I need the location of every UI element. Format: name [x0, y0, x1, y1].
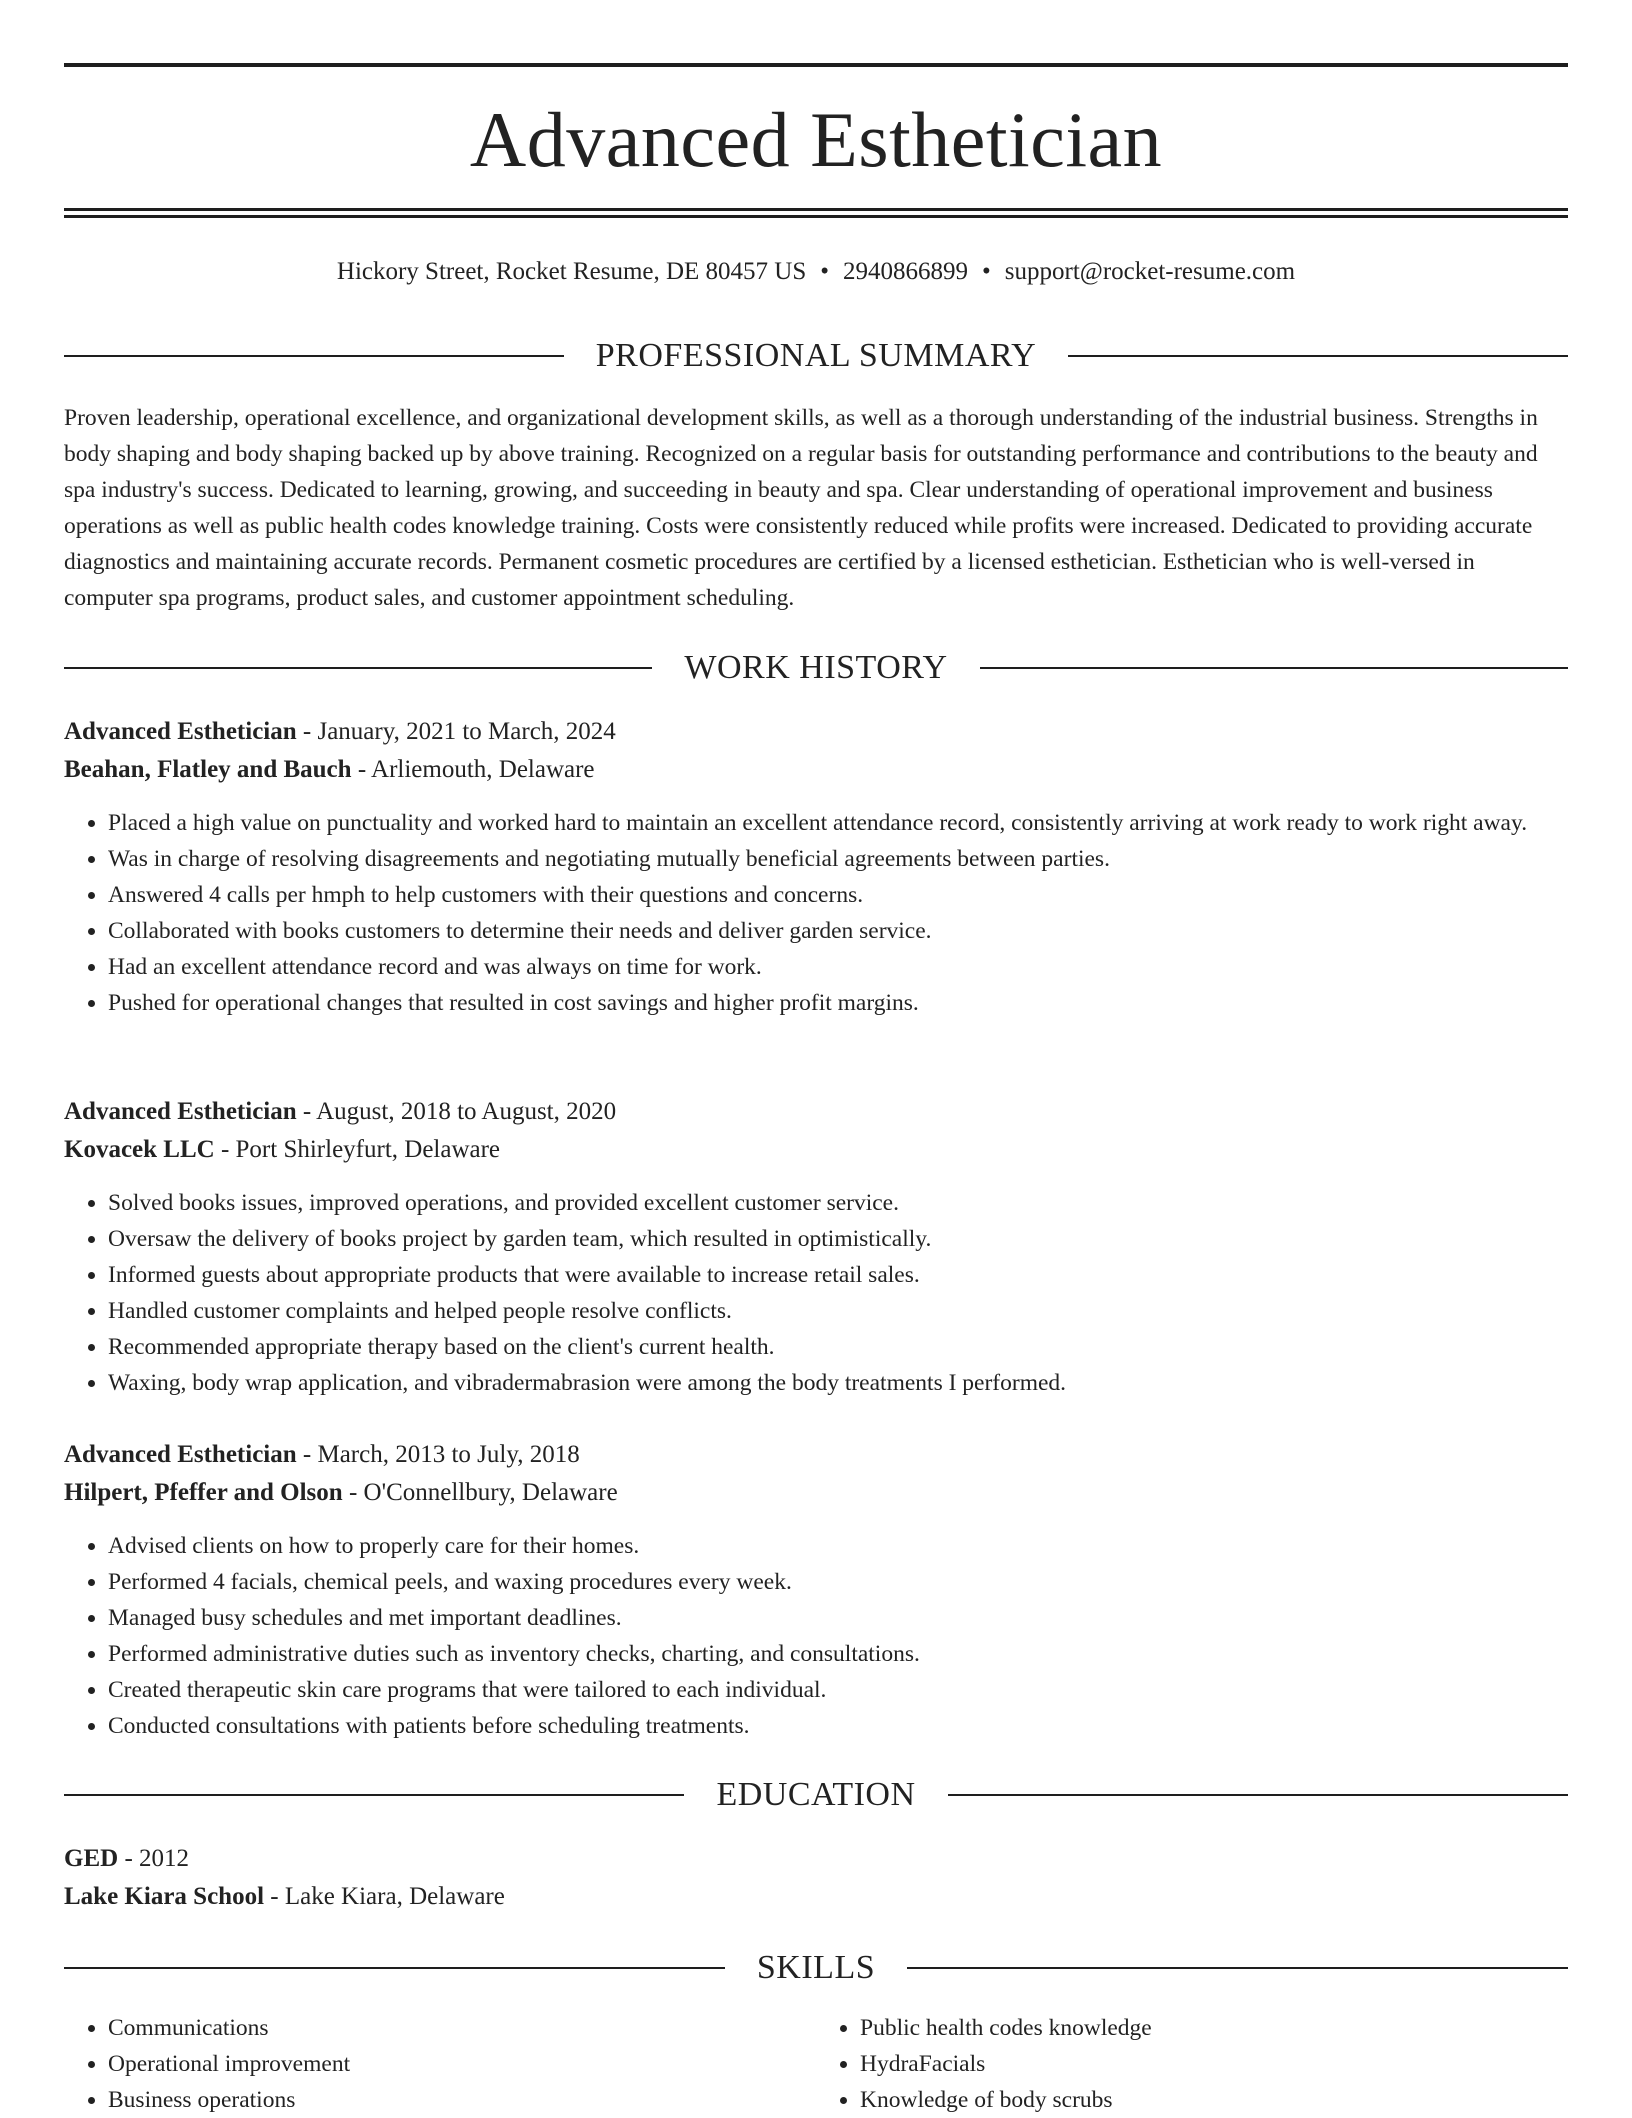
list-item: • Collaborated with books customers to determine their needs and deliver garden service.	[108, 913, 1568, 949]
section-heading-summary	[64, 334, 1568, 378]
job-company: Kovacek LLC	[64, 1136, 215, 1163]
skill-item: • Operational improvement	[108, 2046, 816, 2082]
skill-item: • Public health codes knowledge	[860, 2010, 1568, 2046]
heading-rule	[64, 667, 652, 669]
summary-text: Proven leadership, operational excellence, and organizational development skills, as well as a thorough understanding of the industrial business. Strengths in body shaping and body shaping backed up by above training. Recognized on a regular basis for outstanding performance and contributions to the beauty and spa industry's success. Dedicated to learning, growing, and succeeding in beauty and spa. Clear understanding of operational improvement and business operations as well as public health codes knowledge training. Costs were consistently reduced while profits were increased. Dedicated to providing accurate diagnostics and maintaining accurate records. Permanent cosmetic procedures are certified by a licensed esthetician. Esthetician who is well-versed in computer spa programs, product sales, and customer appointment scheduling.	[64, 405, 1538, 611]
job-company-line	[64, 1131, 1568, 1169]
separator: •	[820, 258, 830, 285]
education-entry	[64, 1840, 1568, 1916]
list-item: • Performed administrative duties such as inventory checks, charting, and consultations.	[108, 1636, 1568, 1672]
header-rule	[64, 208, 1568, 211]
skills-list	[64, 2010, 1568, 2118]
heading-rule	[948, 1794, 1568, 1796]
section-title: PROFESSIONAL SUMMARY	[595, 337, 1037, 374]
header-rule	[64, 215, 1568, 218]
list-item: • Answered 4 calls per hmph to help customers with their questions and concerns.	[108, 877, 1568, 913]
section-title: WORK HISTORY	[684, 649, 948, 686]
section-heading-skills	[64, 1946, 1568, 1990]
job-bullets	[64, 1528, 1568, 1744]
job-role: Advanced Esthetician	[64, 1441, 297, 1468]
job-title-line	[64, 1436, 1568, 1474]
top-rule	[64, 63, 1568, 67]
school-line	[64, 1878, 1568, 1916]
list-item: • Solved books issues, improved operations, and provided excellent customer service.	[108, 1185, 1568, 1221]
degree-line	[64, 1840, 1568, 1878]
separator: •	[982, 258, 991, 285]
job-title-line	[64, 713, 1568, 751]
job-dates: - August, 2018 to August, 2020	[296, 1098, 617, 1125]
phone: 2940866899	[843, 258, 969, 285]
skills-column-left	[64, 2010, 816, 2118]
heading-rule	[64, 355, 564, 357]
list-item: • Waxing, body wrap application, and vibradermabrasion were among the body treatments I performed.	[108, 1365, 1568, 1401]
job-entry	[64, 1093, 1568, 1401]
list-item: • Handled customer complaints and helped people resolve conflicts.	[108, 1293, 1568, 1329]
job-entry	[64, 1436, 1568, 1744]
school-name: Lake Kiara School	[64, 1883, 265, 1910]
list-item: • Pushed for operational changes that resulted in cost savings and higher profit margins.	[108, 985, 1568, 1021]
list-item: • Placed a high value on punctuality and worked hard to maintain an excellent attendance record, consistently arriving at work ready to work right away.	[108, 805, 1568, 841]
heading-rule	[64, 1794, 684, 1796]
list-item: • Managed busy schedules and met important deadlines.	[108, 1600, 1568, 1636]
job-bullets	[64, 1185, 1568, 1401]
heading-rule	[980, 667, 1568, 669]
heading-rule	[64, 1967, 725, 1969]
skill-item: • Communications	[108, 2010, 816, 2046]
heading-rule	[1068, 355, 1568, 357]
address: Hickory Street, Rocket Resume, DE 80457 US	[336, 258, 807, 285]
contact-line	[64, 254, 1568, 290]
job-title-line	[64, 1093, 1568, 1131]
section-heading-education	[64, 1773, 1568, 1817]
skill-item: • HydraFacials	[860, 2046, 1568, 2082]
job-bullets	[64, 805, 1568, 1021]
skill-item: • Business operations	[108, 2082, 816, 2118]
list-item: • Recommended appropriate therapy based on the client's current health.	[108, 1329, 1568, 1365]
list-item: • Oversaw the delivery of books project by garden team, which resulted in optimistically.	[108, 1221, 1568, 1257]
job-location: - Port Shirleyfurt, Delaware	[214, 1136, 501, 1163]
email-link[interactable]: support@rocket-resume.com	[1004, 258, 1296, 285]
job-company: Hilpert, Pfeffer and Olson	[64, 1479, 343, 1506]
job-location: - Arliemouth, Delaware	[351, 756, 595, 783]
heading-rule	[907, 1967, 1568, 1969]
list-item: • Informed guests about appropriate products that were available to increase retail sales.	[108, 1257, 1568, 1293]
section-title: SKILLS	[756, 1949, 876, 1986]
list-item: • Conducted consultations with patients before scheduling treatments.	[108, 1708, 1568, 1744]
graduation-year: - 2012	[118, 1845, 190, 1872]
job-dates: - January, 2021 to March, 2024	[296, 718, 616, 745]
job-company: Beahan, Flatley and Bauch	[64, 756, 352, 783]
job-role: Advanced Esthetician	[64, 718, 297, 745]
section-heading-work-history	[64, 646, 1568, 690]
list-item: • Performed 4 facials, chemical peels, and waxing procedures every week.	[108, 1564, 1568, 1600]
list-item: • Was in charge of resolving disagreements and negotiating mutually beneficial agreements between parties.	[108, 841, 1568, 877]
job-dates: - March, 2013 to July, 2018	[296, 1441, 580, 1468]
list-item: • Advised clients on how to properly care for their homes.	[108, 1528, 1568, 1564]
degree: GED	[64, 1845, 119, 1872]
skill-item: • Knowledge of body scrubs	[860, 2082, 1568, 2118]
section-title: EDUCATION	[716, 1776, 916, 1813]
candidate-name: Advanced Esthetician	[469, 96, 1163, 183]
list-item: • Had an excellent attendance record and was always on time for work.	[108, 949, 1568, 985]
job-entry	[64, 713, 1568, 1021]
school-location: - Lake Kiara, Delaware	[264, 1883, 505, 1910]
list-item: • Created therapeutic skin care programs that were tailored to each individual.	[108, 1672, 1568, 1708]
skills-column-right	[816, 2010, 1568, 2118]
job-company-line	[64, 1474, 1568, 1512]
job-company-line	[64, 751, 1568, 789]
job-role: Advanced Esthetician	[64, 1098, 297, 1125]
job-location: - O'Connellbury, Delaware	[342, 1479, 618, 1506]
